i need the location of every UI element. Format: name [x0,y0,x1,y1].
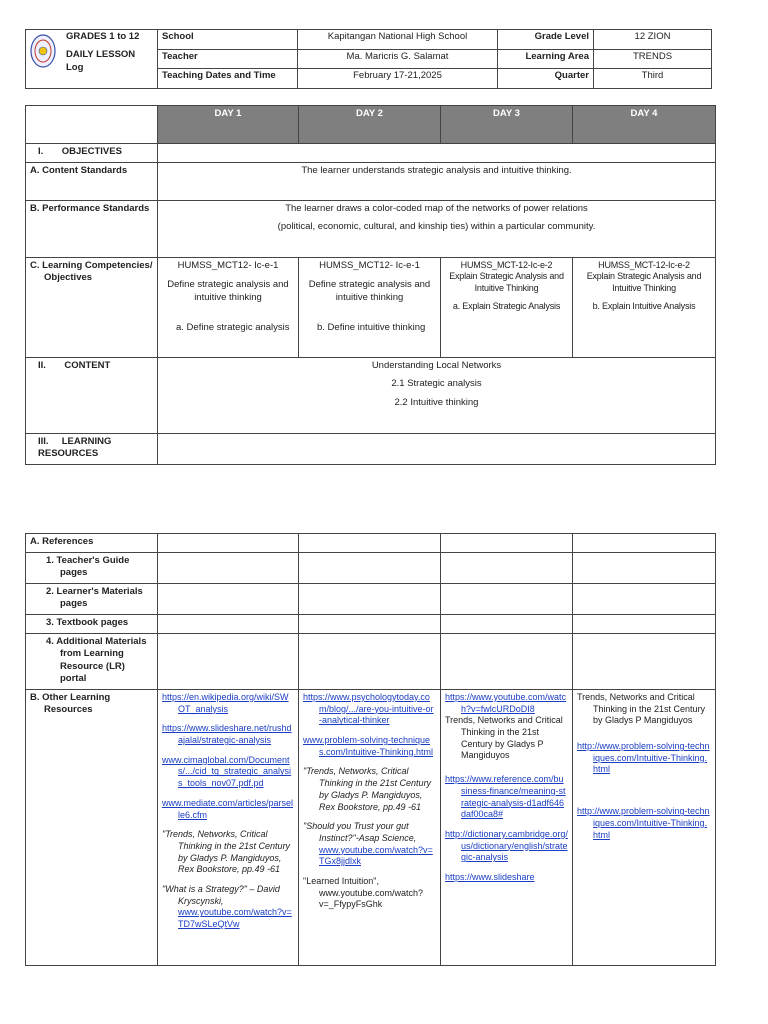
quarter-value: Third [594,69,712,89]
references-table [25,533,716,966]
grades-label: GRADES 1 to 12 [66,31,140,42]
blank-cell [441,584,573,615]
blank-cell [441,534,573,553]
performance-line-1: The learner draws a color-coded map of the networks of power relations [285,203,588,214]
resource-link[interactable]: https://www.slideshare [445,871,535,882]
references-label: A. References [26,534,158,553]
other-resources-day-4 [573,690,716,966]
competency-objective: a. Explain Strategic Analysis [452,300,561,311]
performance-line-2: (political, economic, cultural, and kinship ties) within a particular community. [277,221,596,233]
competency-desc: Define strategic analysis and intuitive thinking [308,279,431,303]
performance-standards-label: B. Performance Standards [26,201,158,258]
day-header-2: DAY 2 [299,106,441,144]
competency-objective: a. Define strategic analysis [176,322,290,334]
resource-link[interactable]: https://www.psychologytoday.com/blog/.../are-you-intuitive-or-analytical-thinker [303,692,434,726]
blank-cell [158,584,299,615]
day-header-4: DAY 4 [573,106,716,144]
grade-level-label: Grade Level [498,30,594,50]
content-standards-label: A. Content Standards [26,163,158,201]
learning-resources-blank [158,434,716,465]
content-sub-2: 2.2 Intuitive thinking [394,396,479,408]
other-resources-day-2 [299,690,441,966]
quarter-label: Quarter [498,69,594,89]
blank-cell [573,534,716,553]
competency-day-2 [299,258,441,358]
dates-value: February 17-21,2025 [298,69,498,89]
content-heading: II. CONTENT [26,358,158,434]
blank-cell [158,534,299,553]
blank-cell [299,584,441,615]
blank-cell [299,553,441,584]
resource-link[interactable]: https://www.reference.com/business-finance/meaning-strategic-analysis-d1adf646daf00ca8# [445,774,566,820]
resource-link[interactable]: http://www.problem-solving-techniques.com/Intuitive-Thinking.html [577,741,710,775]
content-text [158,358,716,434]
competency-code: HUMSS_MCT12- Ic-e-1 [319,260,420,271]
resource-link[interactable]: https://www.youtube.com/watch?v=fwlcURDoDI8 [445,692,567,714]
competency-day-1 [158,258,299,358]
resource-link[interactable]: http://dictionary.cambridge.org/us/dictionary/english/strategic-analysis [445,828,568,863]
resource-citation: Trends, Networks and Critical Thinking in the 21st Century by Gladys P Mangiduyos [445,715,563,761]
teacher-label: Teacher [158,49,298,69]
other-resources-day-3 [441,690,573,966]
blank-cell [573,584,716,615]
header-table [25,29,712,89]
competency-desc: Define strategic analysis and intuitive thinking [167,279,289,303]
blank-cell [573,553,716,584]
competency-code: HUMSS_MCT12- Ic-e-1 [177,260,279,271]
resource-citation: "Learned Intuition", www.youtube.com/watch?v=_FfypyFsGhk [303,875,424,910]
blank-cell [441,615,573,634]
learning-resources-heading: III. LEARNING RESOURCES [26,434,158,465]
resource-citation: "Trends, Networks, Critical Thinking in the 21st Century by Gladys P. Mangiduyos, Rex Bookstore, pp.49 -61 [162,829,291,875]
competency-objective: b. Define intuitive thinking [317,322,426,334]
performance-standards-text [158,201,716,258]
deped-seal-icon [30,33,56,69]
header-logo-cell [26,30,158,89]
blank-cell [573,615,716,634]
learning-area-label: Learning Area [498,49,594,69]
competency-objective: b. Explain Intuitive Analysis [592,300,696,311]
blank-cell [299,534,441,553]
dates-label: Teaching Dates and Time [158,69,298,89]
competency-day-3 [441,258,573,358]
resource-citation: "Trends, Networks, Critical Thinking in the 21st Century by Gladys P. Mangiduyos, Rex Bookstore, pp.49 -61 [303,766,432,812]
log-title: DAILY LESSON Log [66,49,136,73]
other-resources-day-1 [158,690,299,966]
textbook-label: 3. Textbook pages [26,615,158,634]
teacher-value: Ma. Maricris G. Salamat [298,49,498,69]
day-header-blank [26,106,158,144]
school-label: School [158,30,298,50]
resource-link[interactable]: www.problem-solving-techniques.com/Intuitive-Thinking.html [303,735,434,757]
school-value: Kapitangan National High School [298,30,498,50]
resource-link[interactable]: https://en.wikipedia.org/wiki/SWOT_analysis [162,692,289,714]
resource-link[interactable]: http://www.problem-solving-techniques.com/Intuitive-Thinking.html [577,806,710,840]
content-sub-1: 2.1 Strategic analysis [391,378,482,390]
blank-cell [158,615,299,634]
competency-code: HUMSS_MCT-12-Ic-e-2 [460,260,553,270]
teachers-guide-label: 1. Teacher's Guide pages [26,553,158,584]
blank-cell [158,634,299,690]
resource-link[interactable]: www.youtube.com/watch?v=TGx8jjdlxk [319,844,433,867]
content-title: Understanding Local Networks [371,360,502,371]
content-standards-text: The learner understands strategic analysis and intuitive thinking. [158,163,716,201]
resource-citation: "Should you Trust your gut Instinct?"-Asap Science, [303,821,417,843]
day-header-1: DAY 1 [158,106,299,144]
learning-area-value: TRENDS [594,49,712,69]
objectives-heading: I. OBJECTIVES [26,144,158,163]
resource-citation: Trends, Networks and Critical Thinking in the 21st Century by Gladys P Mangiduyos [577,692,706,726]
competency-desc: Explain Strategic Analysis and Intuitive Thinking [586,271,702,293]
competency-desc: Explain Strategic Analysis and Intuitive Thinking [449,271,564,293]
blank-cell [299,615,441,634]
competencies-label: C. Learning Competencies/ Objectives [26,258,158,358]
learners-materials-label: 2. Learner's Materials pages [26,584,158,615]
blank-cell [299,634,441,690]
additional-materials-label: 4. Additional Materials from Learning Resource (LR) portal [26,634,158,690]
resource-link[interactable]: www.cimaglobal.com/Documents/.../cid_tg_strategic_analysis_tools_nov07.pdf.pd [162,754,292,789]
competency-day-4 [573,258,716,358]
lesson-plan-table [25,105,716,465]
other-resources-label: B. Other Learning Resources [26,690,158,966]
blank-cell [441,634,573,690]
blank-cell [573,634,716,690]
blank-cell [158,553,299,584]
resource-link[interactable]: www.mediate.com/articles/parselle6.cfm [162,797,294,820]
grade-level-value: 12 ZION [594,30,712,50]
blank-cell [441,553,573,584]
day-header-3: DAY 3 [441,106,573,144]
resource-link[interactable]: www.youtube.com/watch?v=TD7wSLeQtVw [178,907,292,929]
objectives-blank [158,144,716,163]
competency-code: HUMSS_MCT-12-Ic-e-2 [598,260,690,270]
resource-link[interactable]: https://www.slideshare.net/rushdajalal/strategic-analysis [162,723,292,746]
resource-citation: "What is a Strategy?" – David Kryscynski, [162,883,280,906]
